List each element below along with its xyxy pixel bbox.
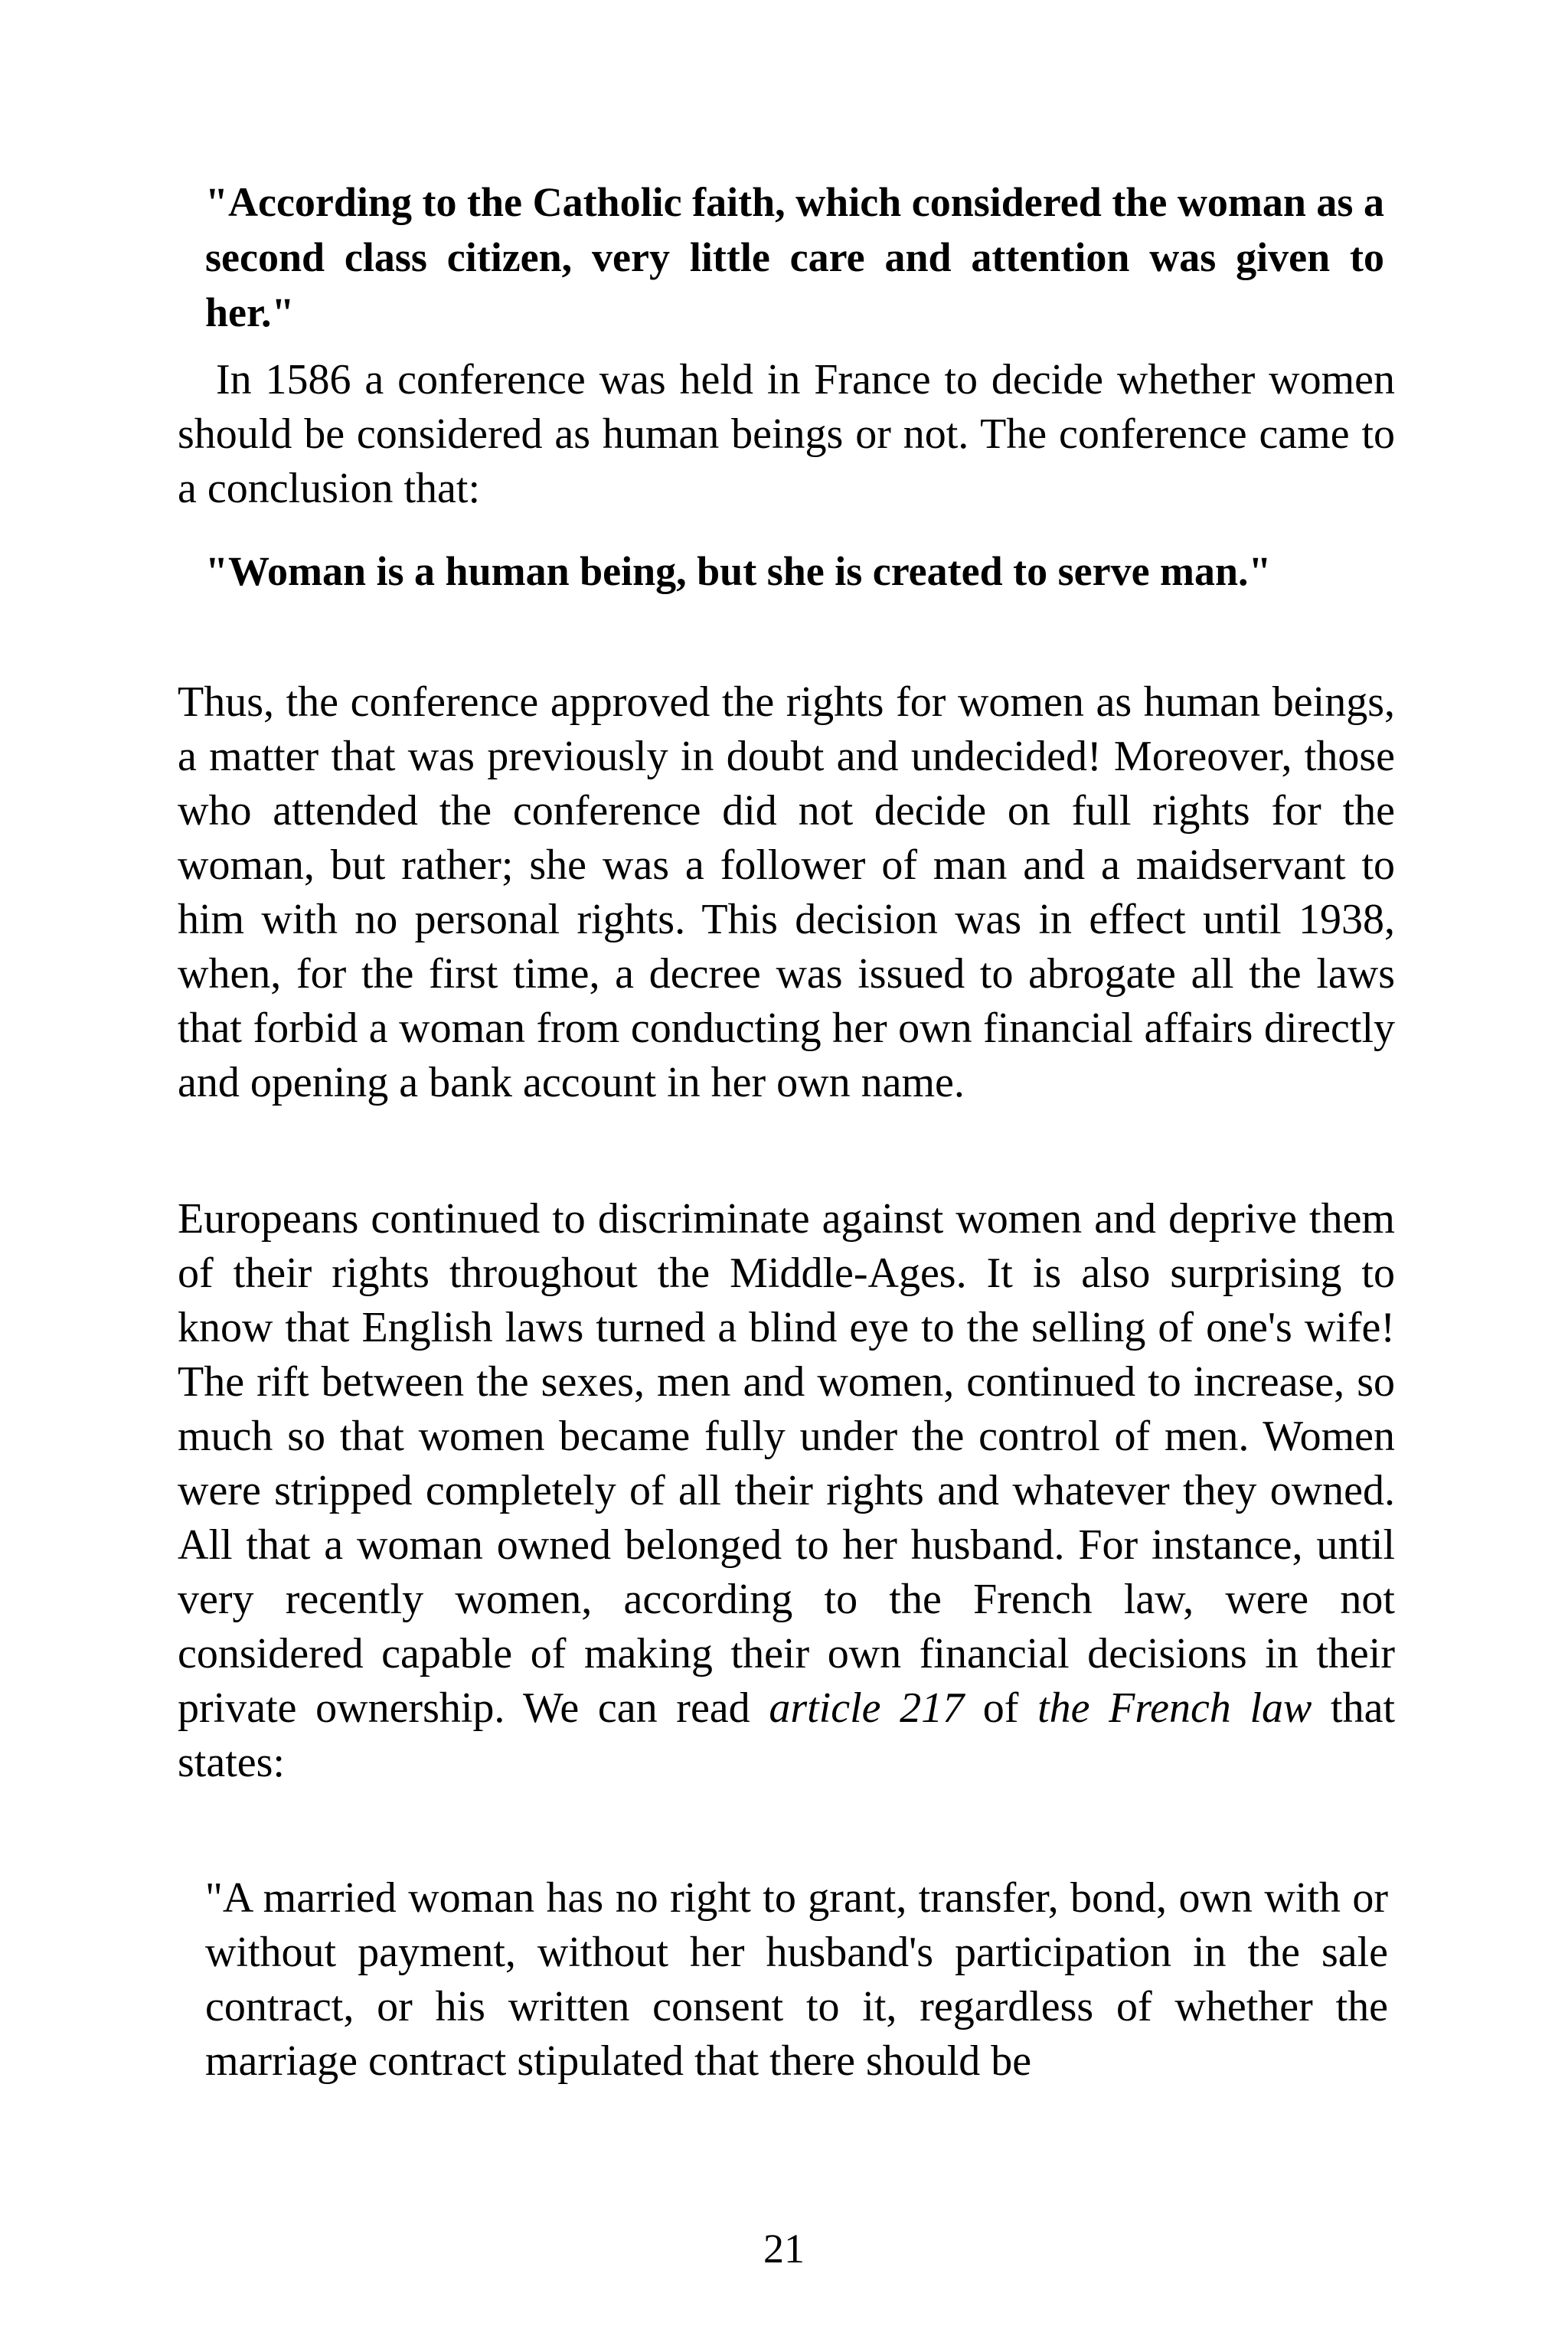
woman-human-being-quote: "Woman is a human being, but she is created to serve man." <box>205 548 1272 594</box>
conference-paragraph: In 1586 a conference was held in France to decide whether women should be considered as human beings or not. The conference came to a conclusion that: <box>178 356 1395 512</box>
article-reference: article 217 <box>769 1684 965 1732</box>
catholic-faith-quote: "According to the Catholic faith, which considered the woman as a second class citizen, very little care and attention was given to her." <box>205 179 1384 335</box>
article-217-quote: "A married woman has no right to grant, transfer, bond, own with or without payment, without her husband's participation in the sale contract, or his written consent to it, regardless of whether the marriage contract stipulated that there should be <box>205 1874 1388 2085</box>
europeans-paragraph <box>178 1192 1395 1790</box>
europeans-text-start: Europeans continued to discriminate against women and deprive them of their rights throughout the Middle-Ages. It is also surprising to know that English laws turned a blind eye to the selling of one's wife! The rift between the sexes, men and women, continued to increase, so much so that women became fully under the control of men. Women were stripped completely of all their rights and whatever they owned. All that a woman owned belonged to her husband. For instance, until very recently women, according to the French law, were not considered capable of making their own financial decisions in their private ownership. We can read <box>178 1195 1395 1732</box>
europeans-text-end: that states: <box>178 1684 1395 1786</box>
europeans-text-of: of <box>964 1684 1038 1732</box>
french-law-reference: the French law <box>1037 1684 1312 1732</box>
conference-outcome-paragraph: Thus, the conference approved the rights for women as human beings, a matter that was previously in doubt and undecided! Moreover, those who attended the conference did not decide on full rights for the woman, but rather; she was a follower of man and a maidservant to him with no personal rights. This decision was in effect until 1938, when, for the first time, a decree was issued to abrogate all the laws that forbid a woman from conducting her own financial affairs directly and opening a bank account in her own name. <box>178 678 1395 1106</box>
page-number: 21 <box>763 2226 805 2272</box>
